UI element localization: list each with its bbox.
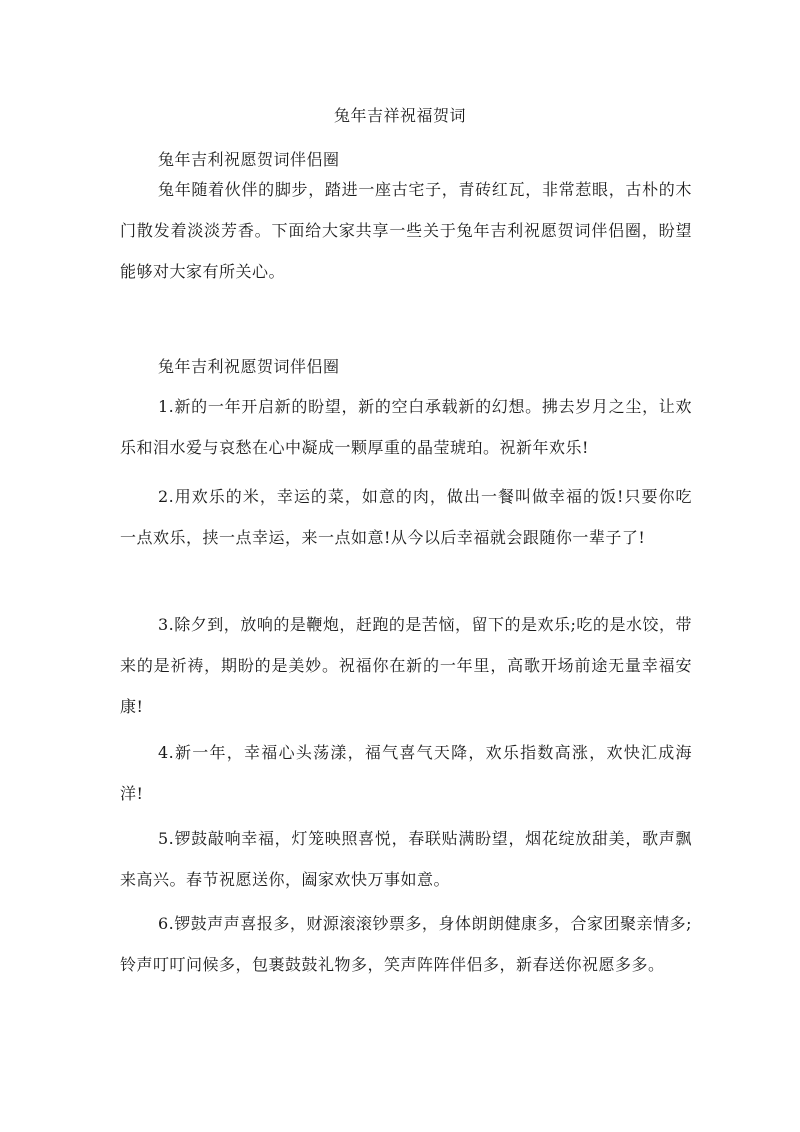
greeting-item: 1.新的一年开启新的盼望，新的空白承载新的幻想。拂去岁月之尘，让欢乐和泪水爱与哀愁在心中凝成一颗厚重的晶莹琥珀。祝新年欢乐! [120,397,692,457]
greeting-item: 2.用欢乐的米，幸运的菜，如意的肉，做出一餐叫做幸福的饭!只要你吃一点欢乐，挟一点幸运，来一点如意!从今以后幸福就会跟随你一辈子了! [120,487,692,547]
section-heading: 兔年吉利祝愿贺词伴侣圈 [158,150,340,169]
section-heading: 兔年吉利祝愿贺词伴侣圈 [158,357,340,376]
intro-paragraph: 兔年随着伙伴的脚步，踏进一座古宅子，青砖红瓦，非常惹眼，古朴的木门散发着淡淡芳香。下面给大家共享一些关于兔年吉利祝愿贺词伴侣圈，盼望能够对大家有所关心。 [120,180,692,281]
greeting-item: 5.锣鼓敲响幸福，灯笼映照喜悦，春联贴满盼望，烟花绽放甜美，歌声飘来高兴。春节祝愿送你，阖家欢快万事如意。 [120,829,692,889]
greeting-item: 3.除夕到，放响的是鞭炮，赶跑的是苦恼，留下的是欢乐;吃的是水饺，带来的是祈祷，期盼的是美妙。祝福你在新的一年里，高歌开场前途无量幸福安康! [120,615,692,716]
document-title: 兔年吉祥祝福贺词 [333,106,466,125]
greeting-item: 4.新一年，幸福心头荡漾，福气喜气天降，欢乐指数高涨，欢快汇成海洋! [120,743,692,803]
greeting-item: 6.锣鼓声声喜报多，财源滚滚钞票多，身体朗朗健康多，合家团聚亲情多;铃声叮叮问候多，包裹鼓鼓礼物多，笑声阵阵伴侣多，新春送你祝愿多多。 [120,914,692,974]
